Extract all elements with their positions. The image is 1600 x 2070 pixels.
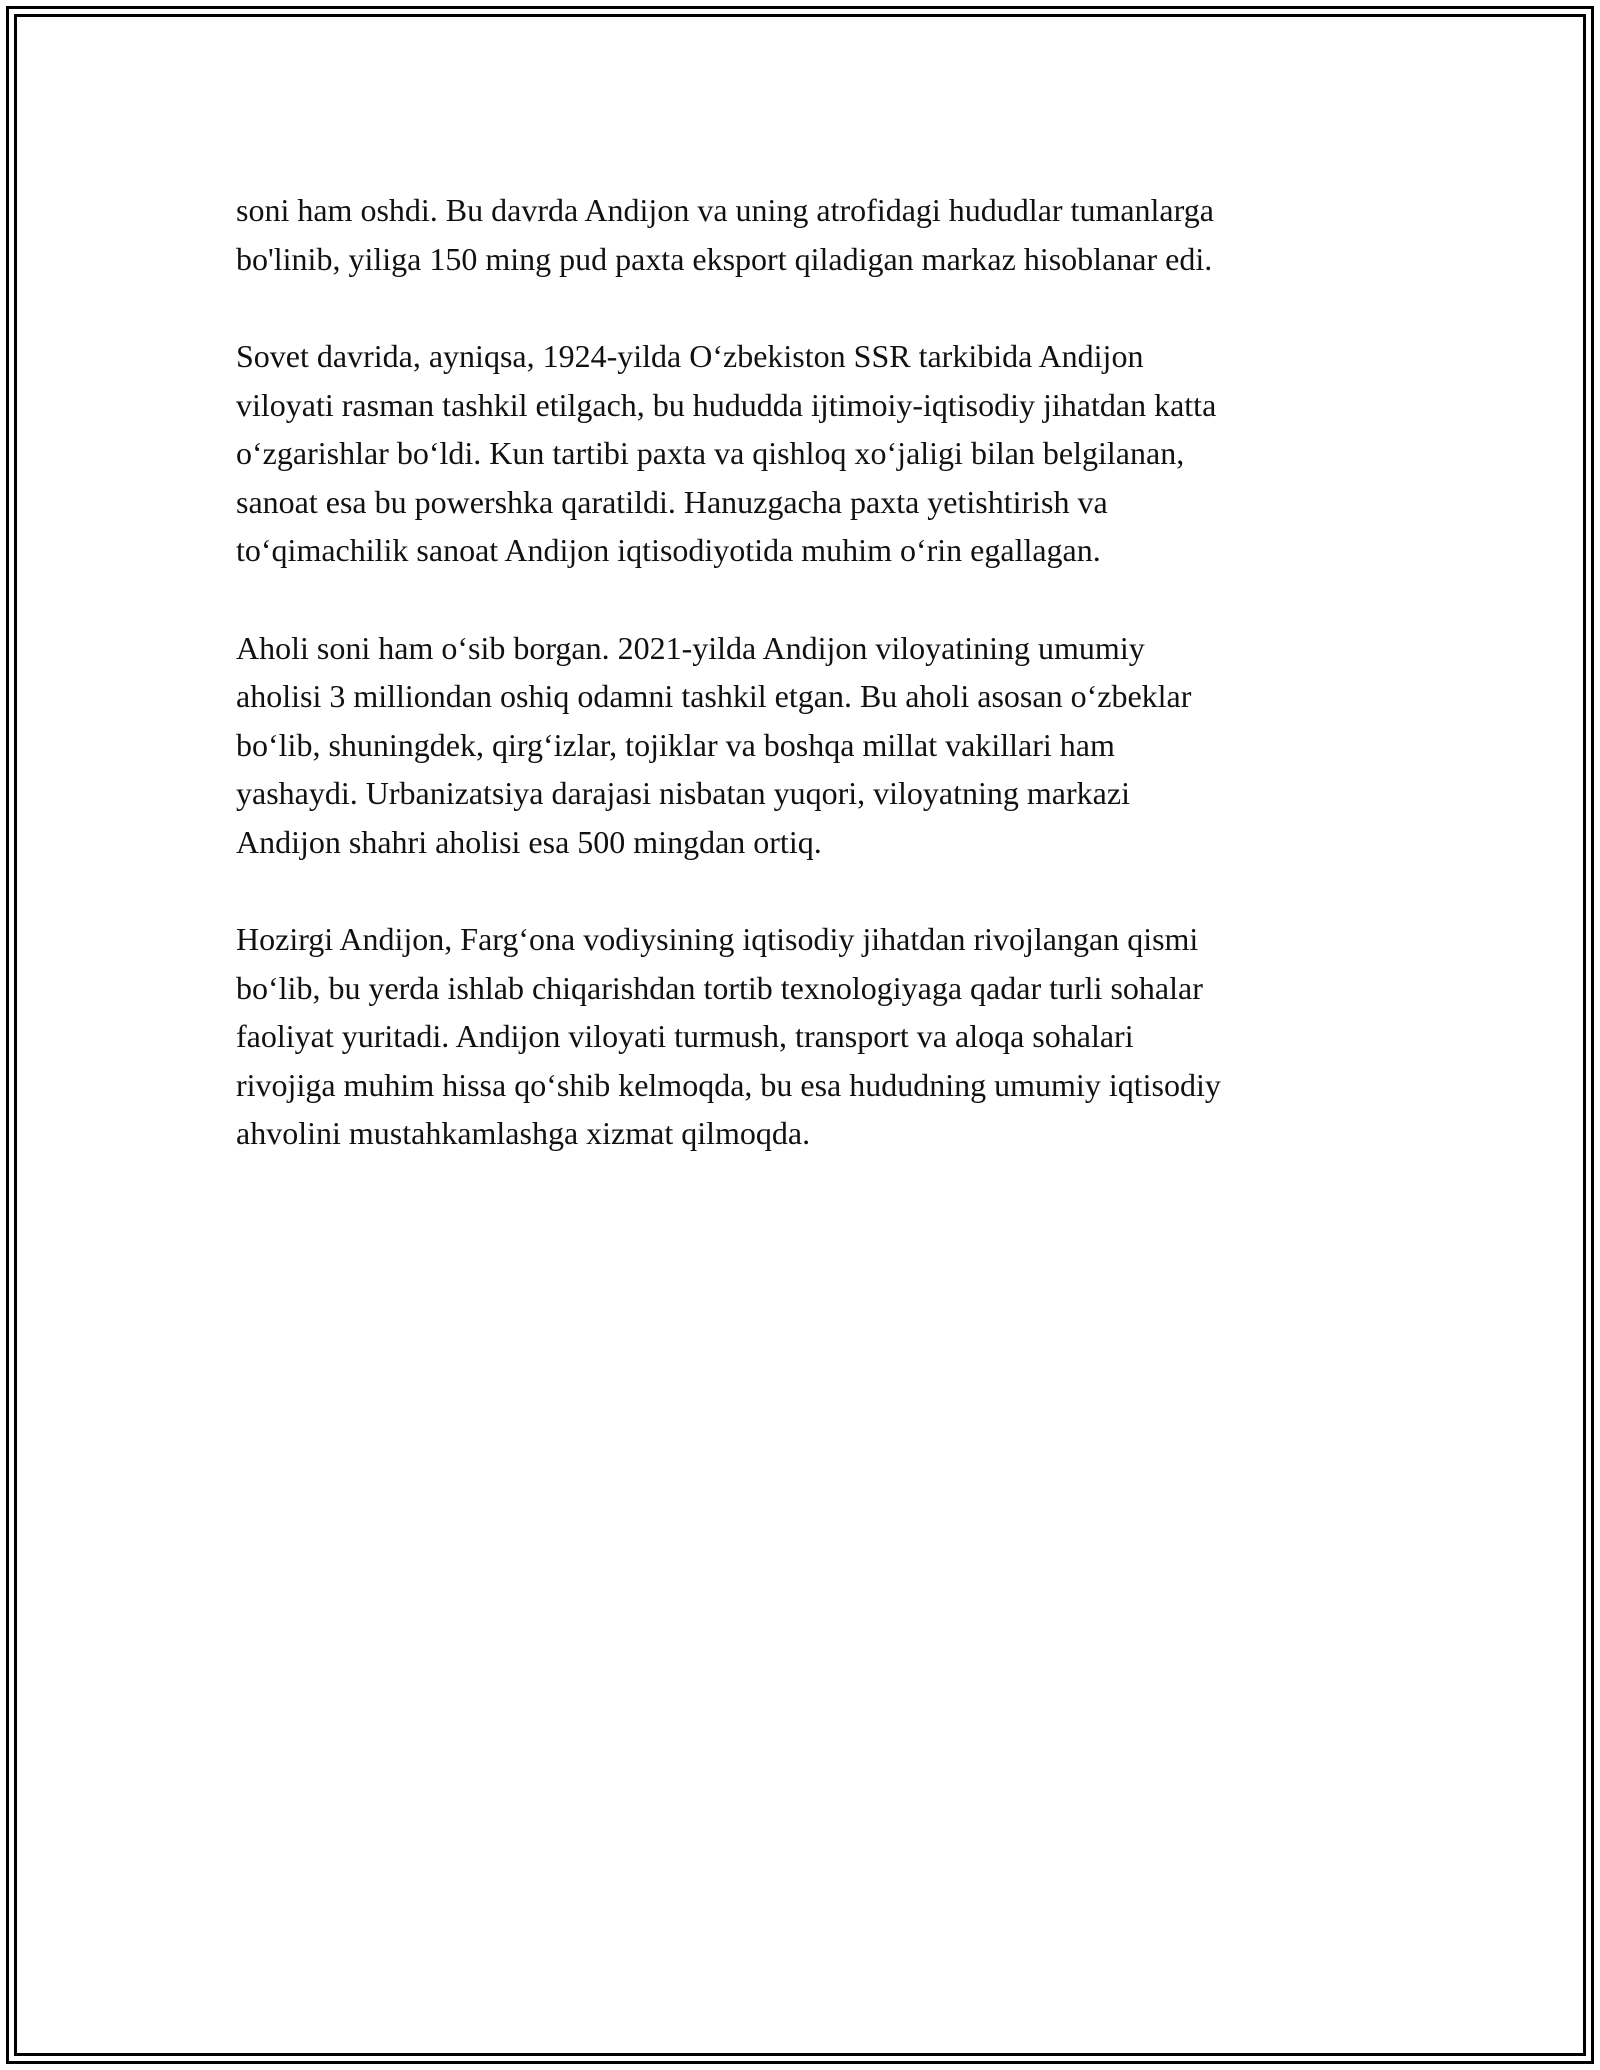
- text-line: Hozirgi Andijon, Farg‘ona vodiysining iqtisodiy jihatdan rivojlangan qismi: [236, 921, 1199, 957]
- text-line: Sovet davrida, ayniqsa, 1924-yilda O‘zbekiston SSR tarkibida Andijon: [236, 338, 1144, 374]
- text-line: to‘qimachilik sanoat Andijon iqtisodiyotida muhim o‘rin egallagan.: [236, 532, 1101, 568]
- text-line: soni ham oshdi. Bu davrda Andijon va uning atrofidagi hududlar tumanlarga: [236, 192, 1214, 228]
- text-line: Andijon shahri aholisi esa 500 mingdan ortiq.: [236, 823, 822, 860]
- text-line: o‘zgarishlar bo‘ldi. Kun tartibi paxta va qishloq xo‘jaligi bilan belgilanan,: [236, 435, 1185, 471]
- document-body: [236, 186, 1396, 1207]
- text-line: aholisi 3 milliondan oshiq odamni tashkil etgan. Bu aholi asosan o‘zbeklar: [236, 678, 1192, 714]
- text-line: bo‘lib, bu yerda ishlab chiqarishdan tortib texnologiyaga qadar turli sohalar: [236, 969, 1203, 1006]
- paragraph-1: [236, 186, 1396, 283]
- text-line: ahvolini mustahkamlashga xizmat qilmoqda.: [236, 1115, 811, 1151]
- text-line: bo‘lib, shuningdek, qirg‘izlar, tojiklar va boshqa millat vakillari ham: [236, 726, 1115, 763]
- paragraph-4: [236, 915, 1396, 1158]
- text-line: Aholi soni ham o‘sib borgan. 2021-yilda Andijon viloyatining umumiy: [236, 629, 1145, 666]
- text-line: viloyati rasman tashkil etilgach, bu hududda ijtimoiy-iqtisodiy jihatdan katta: [236, 386, 1217, 423]
- paragraph-2: [236, 332, 1396, 575]
- text-line: faoliyat yuritadi. Andijon viloyati turmush, transport va aloqa sohalari: [236, 1018, 1134, 1054]
- text-line: yashaydi. Urbanizatsiya darajasi nisbatan yuqori, viloyatning markazi: [236, 775, 1130, 811]
- paragraph-3: [236, 624, 1396, 867]
- text-line: sanoat esa bu powershka qaratildi. Hanuzgacha paxta yetishtirish va: [236, 483, 1108, 520]
- text-line: bo'linib, yiliga 150 ming pud paxta eksport qiladigan markaz hisoblanar edi.: [236, 240, 1213, 277]
- text-line: rivojiga muhim hissa qo‘shib kelmoqda, bu esa hududning umumiy iqtisodiy: [236, 1066, 1221, 1103]
